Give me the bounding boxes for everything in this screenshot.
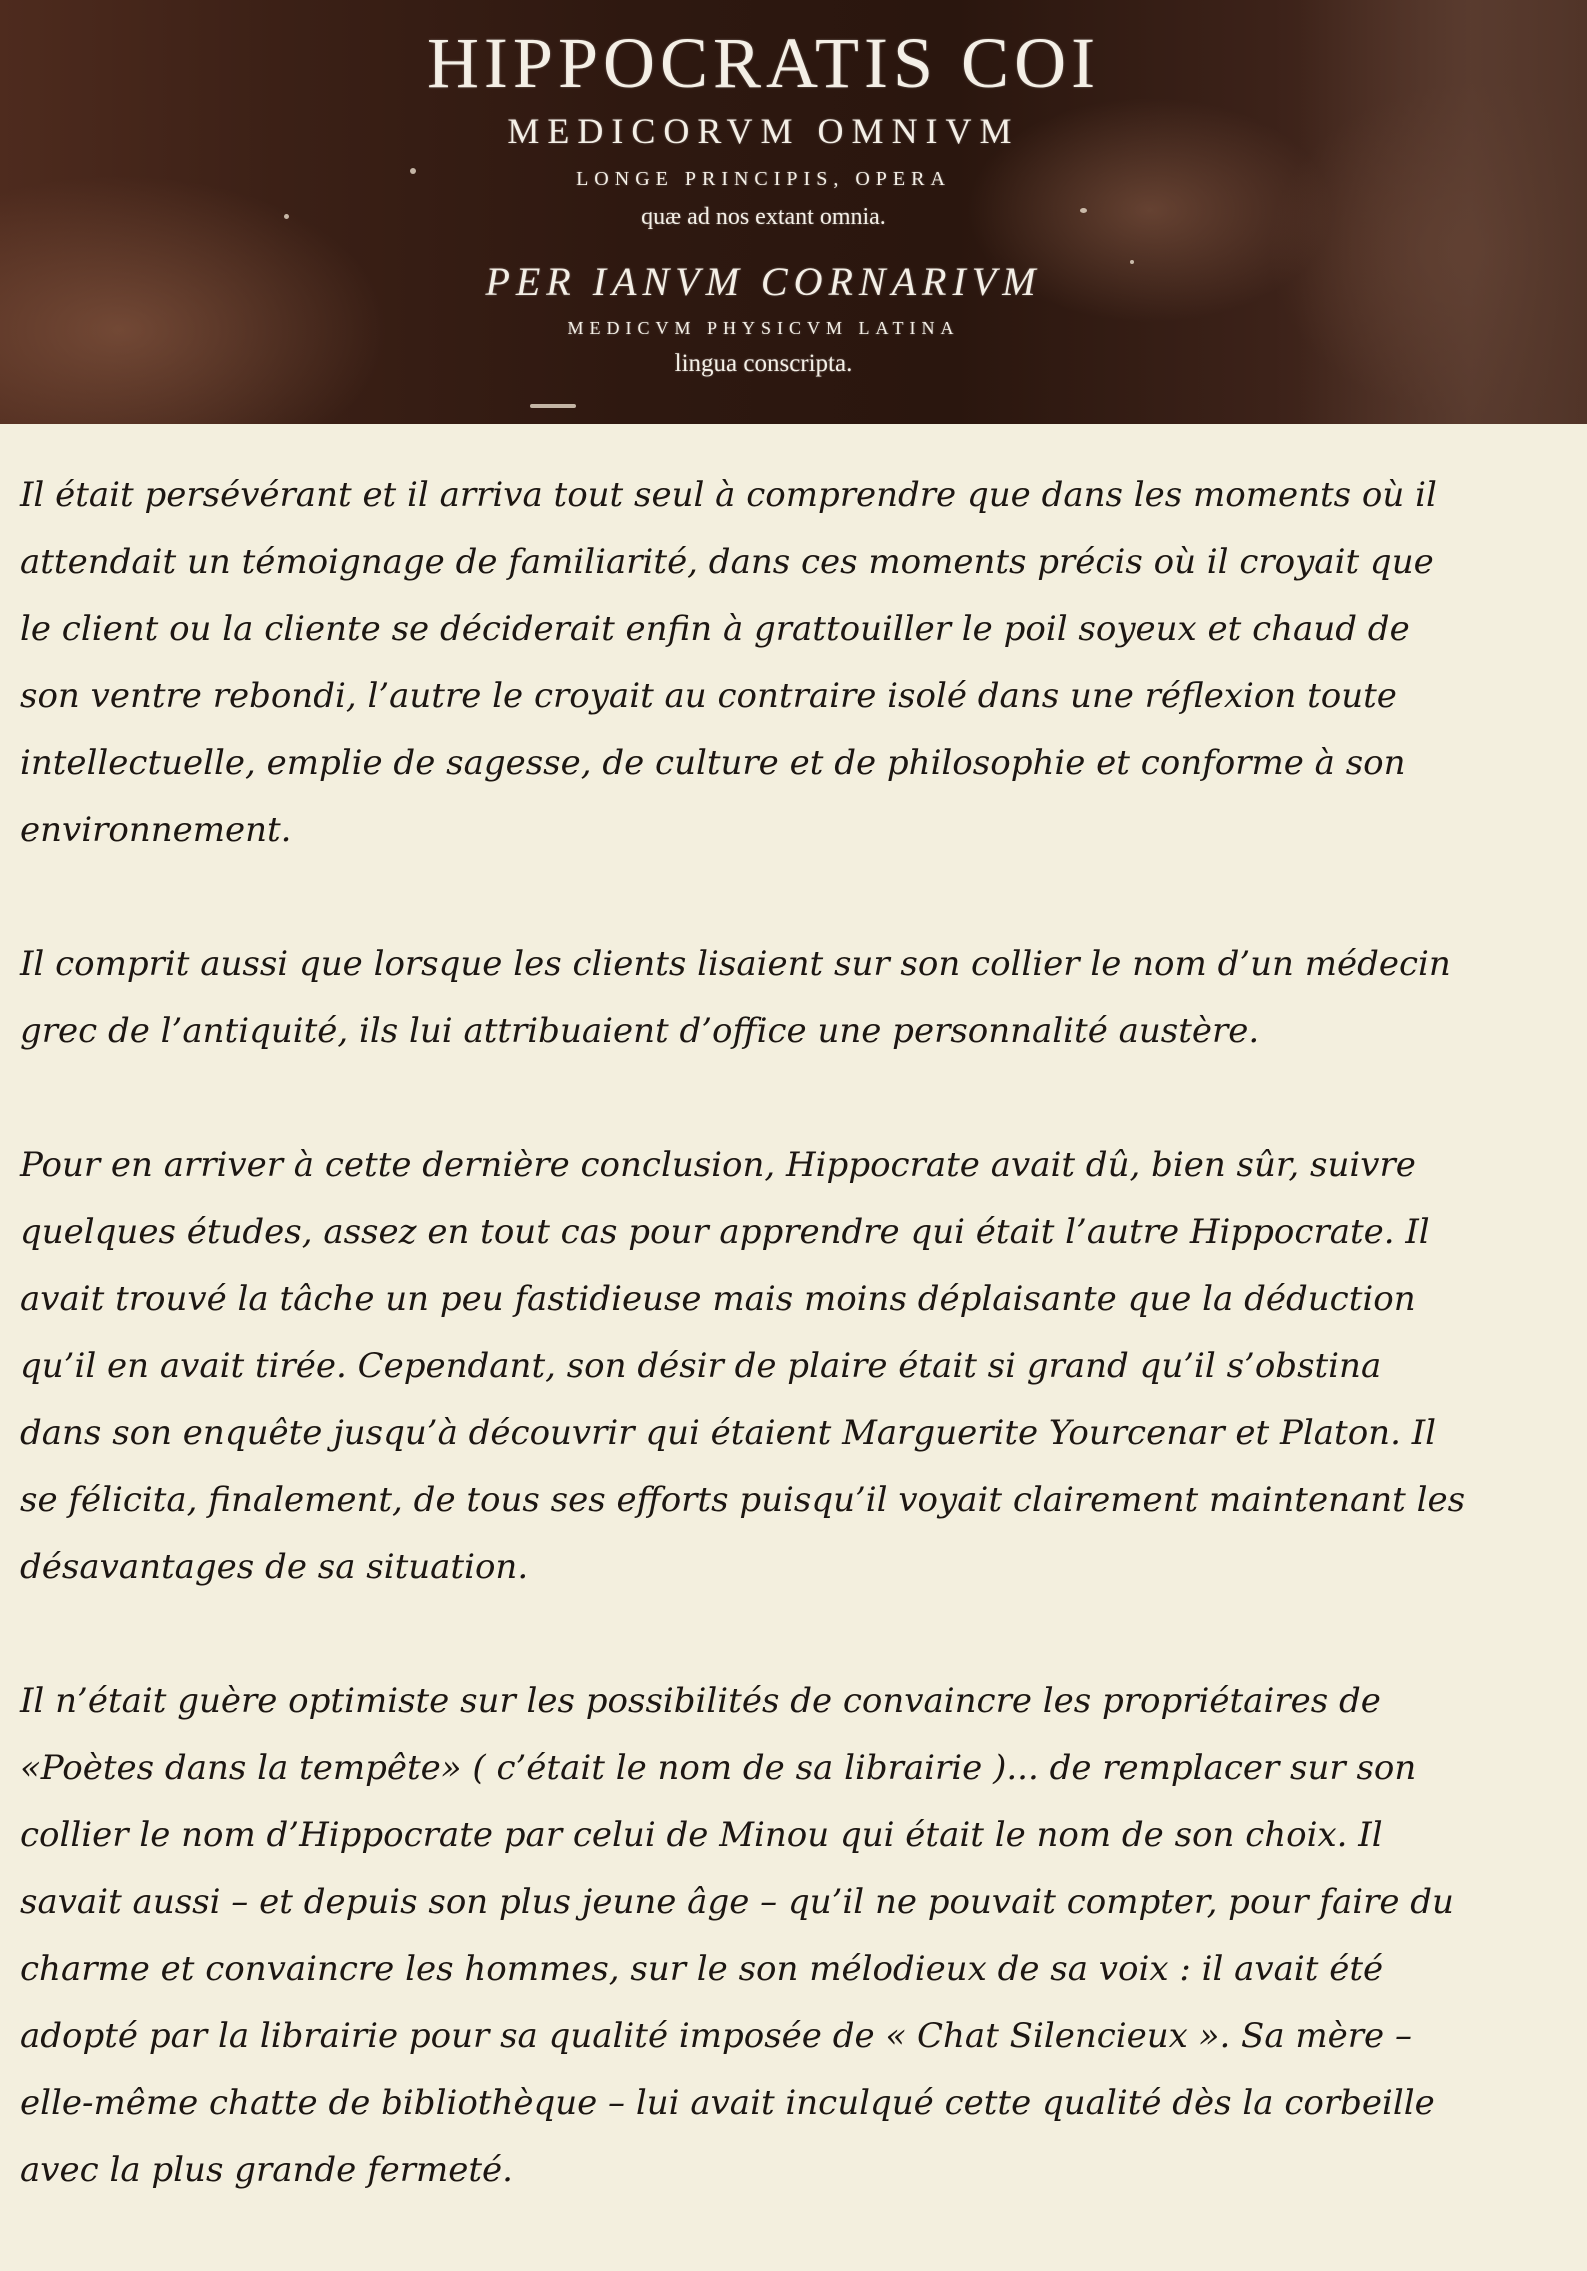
banner-line-3: LONGE PRINCIPIS, OPERA [576, 168, 951, 190]
banner-line-6: MEDICVM PHYSICVM LATINA [567, 318, 960, 338]
paragraph-2: Il comprit aussi que lorsque les clients lisaient sur son collier le nom d’un médecin grec de l’antiquité, ils lui attribuaient d’office une personnalité austère. [20, 944, 1451, 1051]
banner-subtitle: MEDICORVM OMNIVM [507, 111, 1020, 151]
banner-line-7: lingua conscripta. [674, 350, 853, 377]
paragraph-1: Il était persévérant et il arriva tout seul à comprendre que dans les moments où il attendait un témoignage de familiarité, dans ces moments précis où il croyait que le client ou la cliente se déciderait enfin à grattouiller le poil soyeux et chaud de son ventre rebondi, l’autre le croyait au contraire isolé dans une réflexion toute intellectuelle, emplie de sagesse, de culture et de philosophie et conforme à son environnement. [20, 475, 1437, 850]
banner-line-4: quæ ad nos extant omnia. [641, 204, 886, 230]
banner-speck [530, 404, 576, 408]
paragraph-3: Pour en arriver à cette dernière conclusion, Hippocrate avait dû, bien sûr, suivre quelques études, assez en tout cas pour apprendre qui était l’autre Hippocrate. Il avait trouvé la tâche un peu fastidieuse mais moins déplaisante que la déduction qu’il en avait tirée. Cependant, son désir de plaire était si grand qu’il s’obstina dans son enquête jusqu’à découvrir qui étaient Marguerite Yourcenar et Platon. Il se félicita, finalement, de tous ses efforts puisqu’il voyait clairement maintenant les désavantages de sa situation. [20, 1145, 1466, 1587]
book-title-banner [0, 0, 1587, 424]
banner-author: PER IANVM CORNARIVM [485, 259, 1042, 304]
story-text [20, 462, 1555, 2271]
banner-title: HIPPOCRATIS COI [426, 23, 1101, 103]
paragraph-4: Il n’était guère optimiste sur les possibilités de convaincre les propriétaires de «Poètes dans la tempête» ( c’était le nom de sa librairie )... de remplacer sur son collier le nom d’Hippocrate par celui de Minou qui était le nom de son choix. Il savait aussi – et depuis son plus jeune âge – qu’il ne pouvait compter, pour faire du charme et convaincre les hommes, sur le son mélodieux de sa voix : il avait été adopté par la librairie pour sa qualité imposée de « Chat Silencieux ». Sa mère – elle-même chatte de bibliothèque – lui avait inculqué cette qualité dès la corbeille avec la plus grande fermeté. [20, 1681, 1454, 2190]
